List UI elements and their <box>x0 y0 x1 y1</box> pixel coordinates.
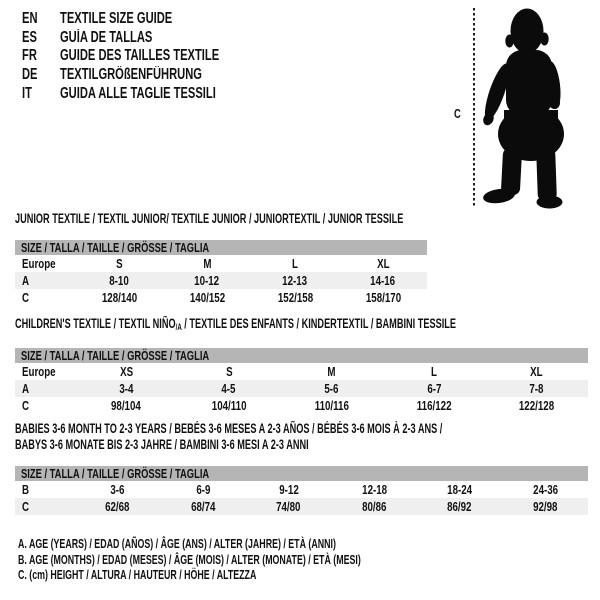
legend-line <box>18 567 522 582</box>
row-label: A <box>22 273 30 288</box>
row-label: Europe <box>22 364 56 379</box>
table-row <box>15 498 588 515</box>
size-value: M <box>327 364 336 379</box>
size-value: 116/122 <box>416 398 452 413</box>
toddler-silhouette-icon <box>480 0 600 215</box>
language-title: TEXTILGRÖßENFÜHRUNG <box>60 66 202 84</box>
table-row <box>15 289 427 306</box>
size-value-cell <box>163 273 251 288</box>
silhouette-torso <box>506 50 552 116</box>
size-value-cell <box>178 381 281 396</box>
size-value-cell <box>339 290 427 305</box>
silhouette-right-foot <box>537 196 563 209</box>
size-value: 7-8 <box>529 381 544 396</box>
size-value: 140/152 <box>189 290 225 305</box>
size-value-cell <box>246 499 332 514</box>
language-row <box>22 10 281 29</box>
size-value-cell <box>251 273 339 288</box>
section-title <box>15 421 588 453</box>
size-value: 8-10 <box>109 273 129 288</box>
height-measure-label <box>449 107 469 121</box>
size-value: 12-13 <box>282 273 308 288</box>
size-value-cell <box>417 482 503 497</box>
size-value-cell <box>332 482 418 497</box>
section-babies <box>15 421 588 515</box>
height-measure-line <box>473 8 475 207</box>
section-title-line <box>15 421 588 437</box>
language-code: EN <box>22 10 38 28</box>
size-value: 12-18 <box>361 482 387 497</box>
size-value-cell <box>383 381 486 396</box>
language-row <box>22 29 281 48</box>
size-value-cell <box>75 273 163 288</box>
section-title-line <box>15 437 588 453</box>
size-value-cell <box>280 398 383 413</box>
size-value: 92/98 <box>533 499 558 514</box>
size-value: 104/110 <box>211 398 247 413</box>
row-label-cell <box>15 273 75 288</box>
size-value-cell <box>339 273 427 288</box>
size-value: S <box>225 364 233 379</box>
language-code: DE <box>22 66 38 84</box>
size-value-cell <box>280 381 383 396</box>
size-value-cell <box>339 256 427 271</box>
language-title: GUÍA DE TALLAS <box>60 28 153 46</box>
size-value-cell <box>251 290 339 305</box>
size-table-body <box>15 255 427 306</box>
section-title-segment: /A <box>175 322 182 332</box>
size-value-cell <box>163 290 251 305</box>
size-value: 24-36 <box>532 482 558 497</box>
row-label-cell <box>15 290 75 305</box>
height-measure-label-text: C <box>454 107 462 121</box>
row-label-cell <box>15 482 75 497</box>
size-value-cell <box>503 499 589 514</box>
size-value: 5-6 <box>324 381 339 396</box>
size-value: 68/74 <box>191 499 216 514</box>
size-value: 9-12 <box>278 482 299 497</box>
size-value: 4-5 <box>221 381 236 396</box>
section-title <box>15 316 588 335</box>
size-table-body <box>15 481 588 515</box>
table-row <box>15 380 588 397</box>
section-title-line <box>15 316 588 335</box>
language-row <box>22 47 281 66</box>
legend-text: B. AGE (MONTHS) / EDAD (MESES) / ÂGE (MOIS) / ALTER (MONATE) / ETÀ (MESI) <box>18 551 361 567</box>
legend <box>18 536 522 582</box>
size-value-cell <box>383 364 486 379</box>
table-row <box>15 397 588 414</box>
size-value: 62/68 <box>105 499 130 514</box>
size-value: XL <box>530 364 543 379</box>
size-value: 110/116 <box>314 398 349 413</box>
size-value: 80/86 <box>362 499 387 514</box>
size-header-text: SIZE / TALLA / TAILLE / GRÖSSE / TAGLIA <box>21 240 210 255</box>
size-value-cell <box>485 364 588 379</box>
size-value-cell <box>485 381 588 396</box>
size-value: 6-7 <box>427 381 442 396</box>
row-label-cell <box>15 499 75 514</box>
size-value-cell <box>485 398 588 413</box>
size-value-cell <box>161 499 247 514</box>
legend-text: C. (cm) HEIGHT / ALTURA / HAUTEUR / HÖHE / ALTEZZA <box>18 566 257 582</box>
size-value: 158/170 <box>365 290 401 305</box>
size-value: 122/128 <box>519 398 555 413</box>
language-code: FR <box>22 47 37 65</box>
silhouette-head <box>511 9 544 54</box>
size-table <box>15 348 588 414</box>
size-value-cell <box>163 256 251 271</box>
table-row <box>15 255 427 272</box>
section-childrens-textile <box>15 316 588 414</box>
size-value: 128/140 <box>101 290 137 305</box>
size-table <box>15 466 588 515</box>
section-title-segment: / TEXTILE DES ENFANTS / KINDERTEXTIL / BAMBINI TESSILE <box>181 316 457 331</box>
section-title-segment: BABYS 3-6 MONATE BIS 2-3 JAHRE / BAMBINI 3-6 MESI A 2-3 ANNI <box>15 437 309 452</box>
size-header-row <box>15 240 427 255</box>
row-label: A <box>22 381 30 396</box>
legend-line <box>18 551 522 566</box>
row-label-cell <box>15 398 75 413</box>
row-label-cell <box>15 256 75 271</box>
row-label: C <box>22 499 30 514</box>
size-table <box>15 240 427 306</box>
size-value: XL <box>376 256 390 271</box>
size-value-cell <box>246 482 332 497</box>
size-value-cell <box>75 381 178 396</box>
language-title: GUIDA ALLE TAGLIE TESSILI <box>60 84 216 102</box>
language-row <box>22 84 281 103</box>
language-code: ES <box>22 28 37 46</box>
size-value: 152/158 <box>277 290 313 305</box>
size-value: 86/92 <box>447 499 472 514</box>
size-header-text: SIZE / TALLA / TAILLE / GRÖSSE / TAGLIA <box>21 348 210 363</box>
row-label: C <box>22 290 30 305</box>
section-title-line <box>15 211 427 227</box>
section-junior-textile <box>15 211 427 306</box>
size-value-cell <box>75 482 161 497</box>
size-value: 14-16 <box>370 273 396 288</box>
size-value: 3-6 <box>110 482 125 497</box>
silhouette-right-leg <box>536 148 557 202</box>
table-row <box>15 272 427 289</box>
size-value: 74/80 <box>276 499 301 514</box>
row-label: B <box>22 482 30 497</box>
size-value: S <box>115 256 123 271</box>
size-value: 3-4 <box>119 381 134 396</box>
table-row <box>15 363 588 380</box>
size-value: L <box>292 256 298 271</box>
section-title-segment: CHILDREN'S TEXTILE / TEXTIL NIÑO <box>15 316 176 331</box>
size-value-cell <box>503 482 589 497</box>
size-value-cell <box>178 364 281 379</box>
size-value-cell <box>75 398 178 413</box>
section-title-text <box>15 316 456 335</box>
size-header-row <box>15 466 588 481</box>
size-value-cell <box>75 364 178 379</box>
size-value-cell <box>251 256 339 271</box>
size-value: XS <box>119 364 133 379</box>
size-value: 18-24 <box>447 482 473 497</box>
size-value-cell <box>75 290 163 305</box>
size-header-row <box>15 348 588 363</box>
language-title: GUIDE DES TAILLES TEXTILE <box>60 47 220 65</box>
size-value-cell <box>75 499 161 514</box>
size-value-cell <box>75 256 163 271</box>
size-value: 6-9 <box>196 482 211 497</box>
section-title <box>15 211 427 227</box>
size-value-cell <box>417 499 503 514</box>
section-title-segment: BABIES 3-6 MONTH TO 2-3 YEARS / BEBÉS 3-6 MESES A 2-3 AÑOS / BÉBÉS 3-6 MOIS À 2-3 ANS / <box>15 421 443 436</box>
language-title: TEXTILE SIZE GUIDE <box>60 10 173 28</box>
size-value: L <box>431 364 438 379</box>
size-table-body <box>15 363 588 414</box>
size-header-text: SIZE / TALLA / TAILLE / GRÖSSE / TAGLIA <box>21 466 210 481</box>
size-value-cell <box>280 364 383 379</box>
row-label-cell <box>15 381 75 396</box>
legend-text: A. AGE (YEARS) / EDAD (AÑOS) / ÂGE (ANS) / ALTER (JAHRE) / ETÀ (ANNI) <box>18 536 336 552</box>
row-label-cell <box>15 364 75 379</box>
section-title-text <box>15 211 403 227</box>
size-value-cell <box>383 398 486 413</box>
size-value-cell <box>178 398 281 413</box>
table-row <box>15 481 588 498</box>
size-value-cell <box>161 482 247 497</box>
silhouette-left-leg <box>501 148 522 196</box>
section-title-text <box>15 437 309 453</box>
row-label: C <box>22 398 30 413</box>
section-title-segment: JUNIOR TEXTILE / TEXTIL JUNIOR/ TEXTILE JUNIOR / JUNIORTEXTIL / JUNIOR TESSILE <box>15 211 404 226</box>
language-list <box>22 10 281 103</box>
silhouette-right-hand <box>549 97 560 109</box>
size-value: 98/104 <box>111 398 142 413</box>
language-row <box>22 66 281 85</box>
row-label: Europe <box>22 256 56 271</box>
size-value-cell <box>332 499 418 514</box>
language-code: IT <box>22 84 32 102</box>
section-title-text <box>15 421 442 437</box>
size-value: 10-12 <box>194 273 220 288</box>
size-value: M <box>202 256 212 271</box>
legend-line <box>18 536 522 551</box>
